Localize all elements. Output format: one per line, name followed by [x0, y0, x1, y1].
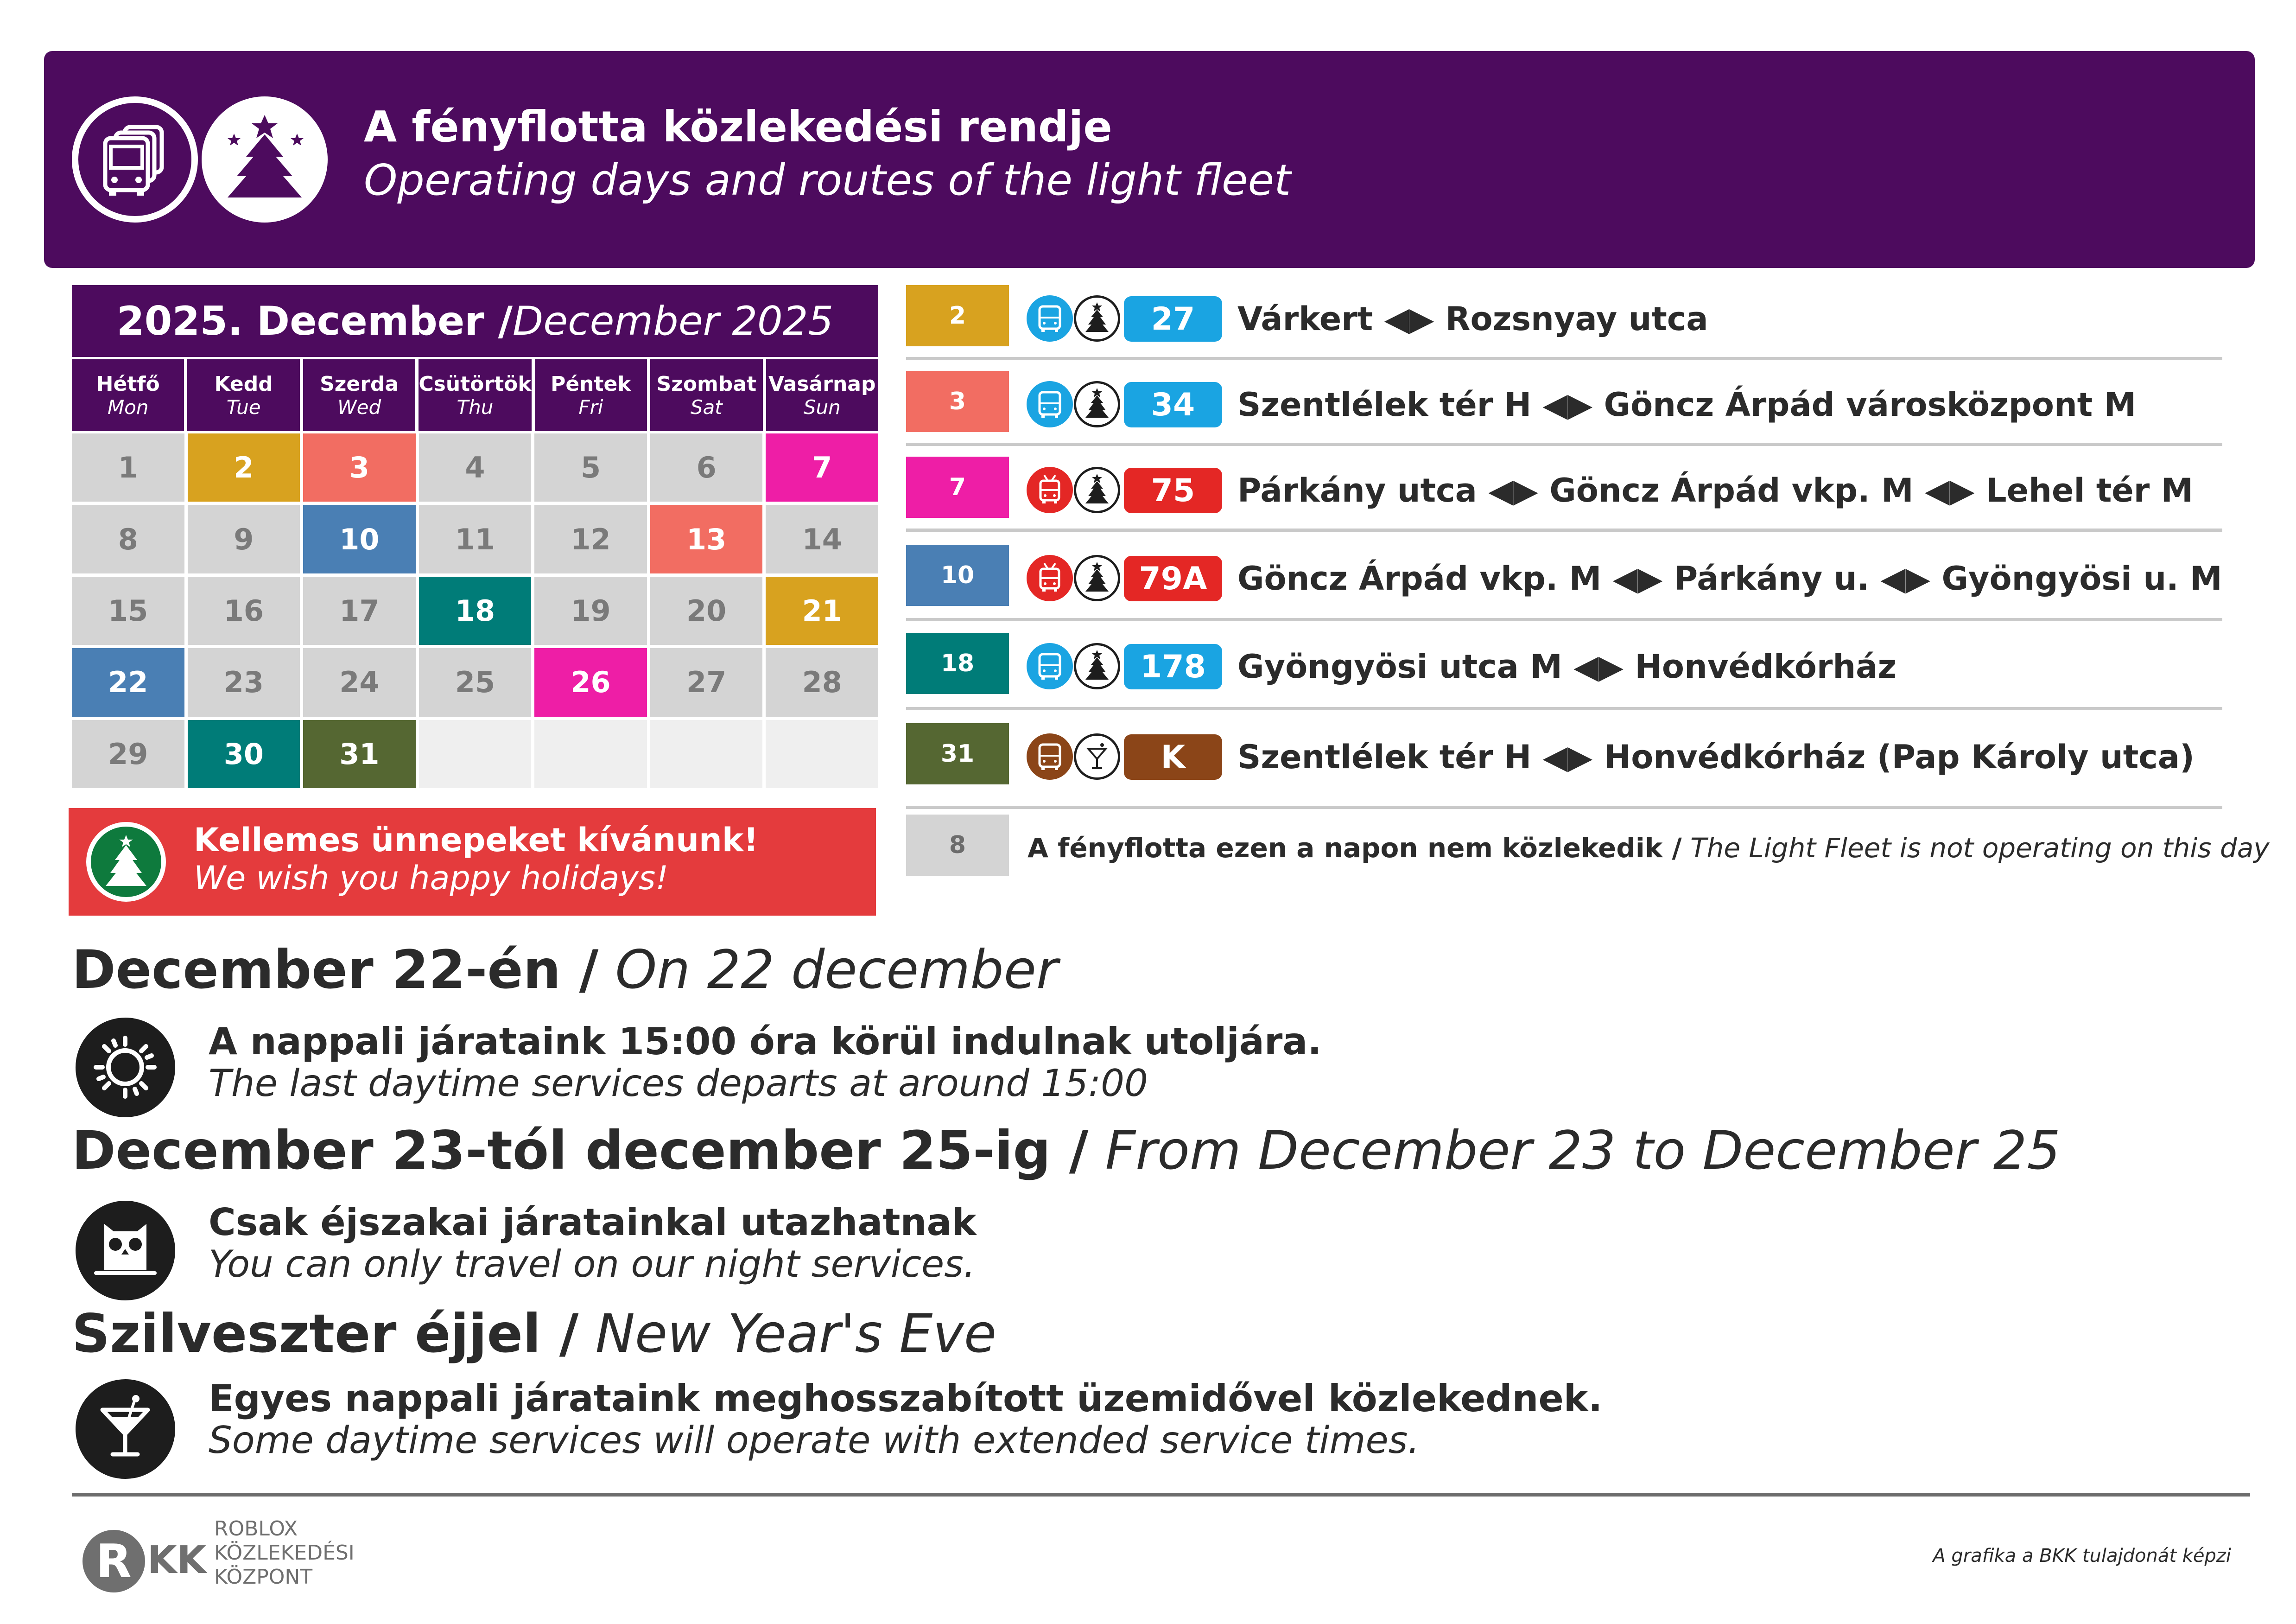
- route-row: [906, 545, 2222, 610]
- calendar-day: 18: [419, 577, 532, 645]
- calendar-empty-cell: [766, 720, 878, 788]
- calendar-day: 11: [419, 505, 532, 573]
- weekday-hu: Péntek: [551, 372, 631, 396]
- christmas-tree-icon: [1074, 467, 1120, 513]
- notice-text-hu-1: A nappali járataink 15:00 óra körül indulnak utoljára.: [209, 1020, 1322, 1063]
- calendar-day: 3: [303, 433, 416, 502]
- christmas-tree-icon: [202, 96, 328, 223]
- route-description: Szentlélek tér H ◀▶ Göncz Árpád városközpont M: [1237, 386, 2137, 424]
- route-number: 34: [1124, 382, 1222, 427]
- christmas-tree-icon: [1074, 643, 1120, 689]
- christmas-tree-icon: [1074, 555, 1120, 601]
- page-title: A fényflotta közlekedési rendje: [364, 102, 1112, 152]
- notice-text-en-3: Some daytime services will operate with extended service times.: [209, 1419, 1420, 1462]
- route-day-box: 31: [906, 723, 1009, 784]
- route-separator: [906, 618, 2222, 621]
- route-separator: [906, 443, 2222, 446]
- calendar-empty-cell: [534, 720, 647, 788]
- trolleybus-icon: [1027, 467, 1073, 513]
- legend-day-box: 8: [906, 815, 1009, 876]
- calendar-title: [72, 285, 878, 357]
- calendar-grid: [72, 433, 878, 788]
- weekday-cell: [766, 359, 878, 431]
- calendar-day: 4: [419, 433, 532, 502]
- nostalgia-bus-icon: [1027, 733, 1073, 780]
- weekday-cell: [419, 359, 531, 431]
- notice-heading-1: December 22-én / On 22 december: [72, 939, 1058, 1000]
- route-description: Szentlélek tér H ◀▶ Honvédkórház (Pap Károly utca): [1237, 738, 2195, 776]
- organization-name: [214, 1517, 355, 1589]
- route-row: [906, 633, 2222, 698]
- calendar-day: 26: [534, 648, 647, 716]
- route-day-box: 2: [906, 285, 1009, 346]
- calendar-day: 24: [303, 648, 416, 716]
- calendar-day: 8: [72, 505, 184, 573]
- cocktail-icon: [76, 1379, 175, 1479]
- route-separator: [906, 357, 2222, 360]
- notice-text-en-1: The last daytime services departs at around 15:00: [209, 1062, 1148, 1105]
- legend-text-en: The Light Fleet is not operating on this day: [1681, 832, 2270, 864]
- notice-text-hu-3: Egyes nappali járataink meghosszabított üzemidővel közlekednek.: [209, 1377, 1603, 1420]
- weekday-cell: [650, 359, 762, 431]
- weekday-hu: Hétfő: [96, 372, 160, 396]
- calendar-day: 19: [534, 577, 647, 645]
- route-separator: [906, 707, 2222, 710]
- route-separator: [906, 806, 2222, 809]
- weekday-hu: Vasárnap: [768, 372, 876, 396]
- route-number: 27: [1124, 296, 1222, 342]
- calendar-day: 15: [72, 577, 184, 645]
- calendar-day: 29: [72, 720, 184, 788]
- owl-icon: [76, 1201, 175, 1300]
- notice-text-hu-2: Csak éjszakai járatainkal utazhatnak: [209, 1201, 977, 1244]
- header-banner: [44, 51, 2255, 268]
- weekday-en: Thu: [457, 395, 494, 419]
- cocktail-icon: [1074, 733, 1120, 780]
- org-line-3: KÖZPONT: [214, 1565, 313, 1589]
- org-line-1: ROBLOX: [214, 1517, 298, 1541]
- christmas-tree-icon: [86, 822, 166, 902]
- trolleybus-icon: [1027, 555, 1073, 601]
- notice-text-en-2: You can only travel on our night services.: [209, 1242, 976, 1286]
- footer-divider: [72, 1493, 2250, 1497]
- route-day-box: 18: [906, 633, 1009, 694]
- route-row: [906, 457, 2222, 522]
- greeting-hu: Kellemes ünnepeket kívánunk!: [194, 821, 759, 859]
- route-row: [906, 285, 2222, 350]
- calendar-day: 22: [72, 648, 184, 716]
- calendar-day: 10: [303, 505, 416, 573]
- route-number: 79A: [1124, 556, 1222, 601]
- route-day-box: 10: [906, 545, 1009, 606]
- route-number: 75: [1124, 468, 1222, 513]
- greeting-en: We wish you happy holidays!: [194, 859, 669, 897]
- calendar-day: 21: [766, 577, 878, 645]
- bus-icon: [72, 96, 198, 223]
- route-description: Göncz Árpád vkp. M ◀▶ Párkány u. ◀▶ Gyöngyösi u. M: [1237, 560, 2222, 598]
- calendar-day: 6: [650, 433, 763, 502]
- calendar-empty-cell: [419, 720, 532, 788]
- route-description: Várkert ◀▶ Rozsnyay utca: [1237, 300, 1708, 338]
- weekday-header: [72, 359, 878, 431]
- route-day-box: 3: [906, 371, 1009, 432]
- christmas-tree-icon: [1074, 381, 1120, 427]
- weekday-en: Mon: [107, 395, 149, 419]
- calendar-day: 12: [534, 505, 647, 573]
- weekday-cell: [535, 359, 647, 431]
- route-number: 178: [1124, 644, 1222, 689]
- calendar-day: 27: [650, 648, 763, 716]
- bus-icon: [1027, 381, 1073, 427]
- weekday-en: Fri: [578, 395, 603, 419]
- bus-icon: [1027, 643, 1073, 689]
- calendar-day: 16: [188, 577, 300, 645]
- weekday-hu: Szombat: [656, 372, 757, 396]
- route-description: Gyöngyösi utca M ◀▶ Honvédkórház: [1237, 648, 1897, 686]
- weekday-hu: Csütörtök: [419, 372, 532, 396]
- calendar-title-hu: 2025. December /: [116, 298, 513, 344]
- route-number: K: [1124, 734, 1222, 780]
- weekday-hu: Kedd: [214, 372, 273, 396]
- bkk-logo-text: KK: [147, 1538, 207, 1582]
- calendar-day: 28: [766, 648, 878, 716]
- christmas-tree-icon: [1074, 295, 1120, 342]
- route-row: [906, 723, 2222, 788]
- weekday-en: Sat: [690, 395, 723, 419]
- calendar-day: 30: [188, 720, 300, 788]
- calendar-day: 1: [72, 433, 184, 502]
- notice-heading-2: December 23-tól december 25-ig / From December 23 to December 25: [72, 1120, 2061, 1181]
- calendar-empty-cell: [650, 720, 763, 788]
- legend-text-hu: A fényflotta ezen a napon nem közlekedik /: [1027, 832, 1682, 864]
- weekday-en: Wed: [337, 395, 381, 419]
- route-separator: [906, 529, 2222, 532]
- weekday-hu: Szerda: [320, 372, 399, 396]
- calendar-day: 25: [419, 648, 532, 716]
- route-description: Párkány utca ◀▶ Göncz Árpád vkp. M ◀▶ Lehel tér M: [1237, 471, 2194, 509]
- legend-text: [1027, 832, 2270, 864]
- weekday-cell: [72, 359, 184, 431]
- weekday-cell: [187, 359, 299, 431]
- calendar-day: 17: [303, 577, 416, 645]
- bkk-logo: R: [82, 1530, 145, 1592]
- greeting-banner: [69, 808, 876, 916]
- calendar-day: 14: [766, 505, 878, 573]
- notice-heading-3: Szilveszter éjjel / New Year's Eve: [72, 1303, 997, 1364]
- sun-icon: [76, 1018, 175, 1117]
- page-subtitle: Operating days and routes of the light fleet: [364, 155, 1291, 205]
- calendar-day: 13: [650, 505, 763, 573]
- calendar-day: 5: [534, 433, 647, 502]
- calendar-day: 20: [650, 577, 763, 645]
- bus-icon: [1027, 295, 1073, 342]
- calendar-day: 9: [188, 505, 300, 573]
- calendar-day: 2: [188, 433, 300, 502]
- calendar-day: 31: [303, 720, 416, 788]
- copyright-notice: A grafika a BKK tulajdonát képzi: [1933, 1545, 2231, 1567]
- weekday-cell: [303, 359, 415, 431]
- org-line-2: KÖZLEKEDÉSI: [214, 1541, 355, 1565]
- route-row: [906, 371, 2222, 436]
- calendar-day: 7: [766, 433, 878, 502]
- calendar-day: 23: [188, 648, 300, 716]
- weekday-en: Sun: [803, 395, 841, 419]
- route-day-box: 7: [906, 457, 1009, 518]
- calendar-title-en: December 2025: [513, 298, 834, 344]
- weekday-en: Tue: [226, 395, 261, 419]
